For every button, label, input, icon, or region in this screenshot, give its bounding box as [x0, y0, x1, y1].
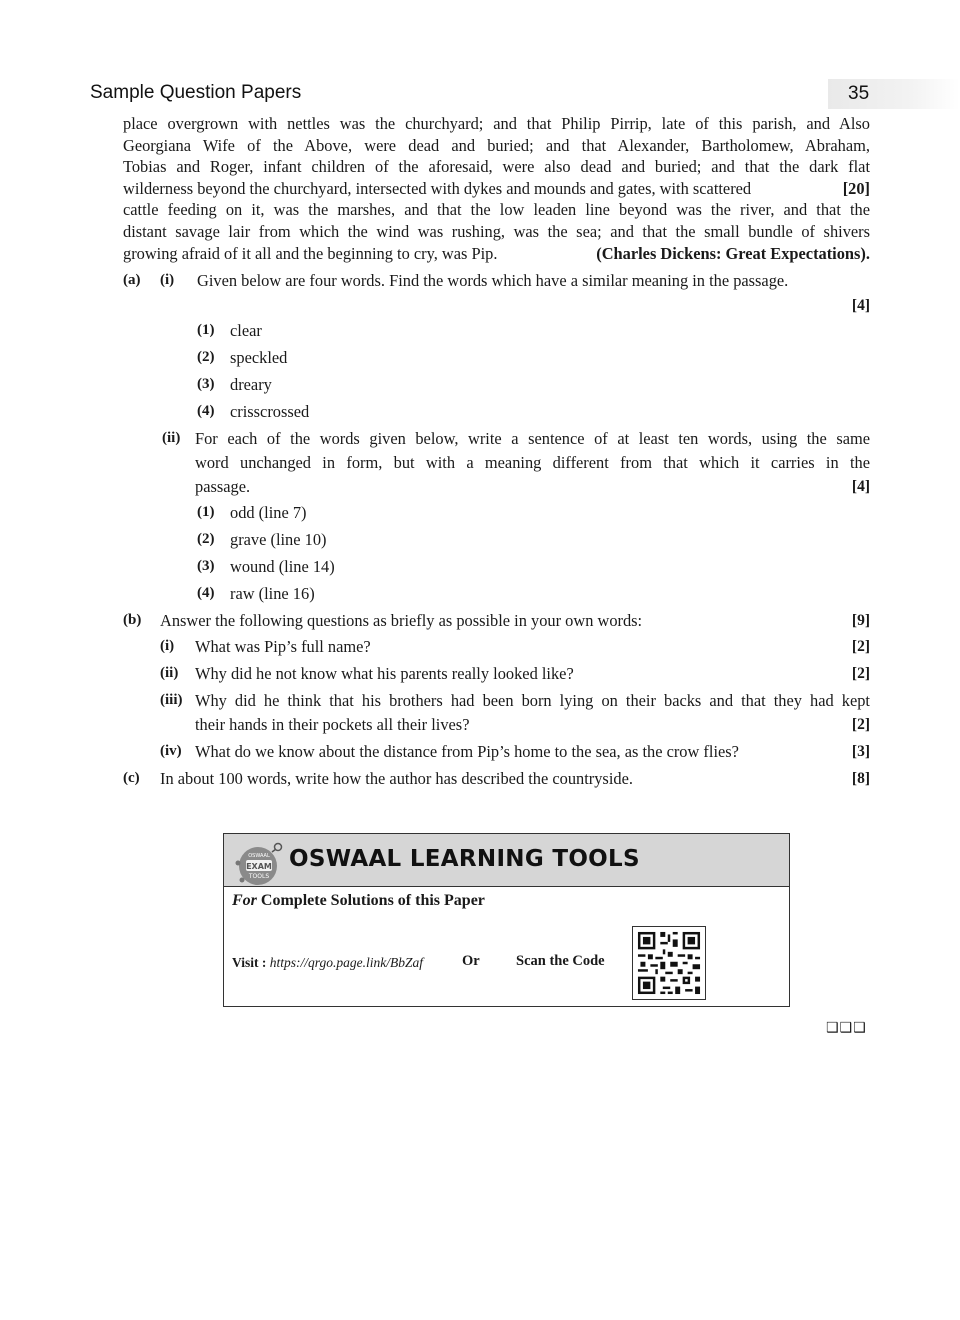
list-item-word: dreary — [230, 375, 272, 394]
question-line — [195, 476, 870, 500]
question-c-marks: [8] — [851, 770, 870, 787]
question-a-label: (a) — [123, 272, 141, 288]
passage-line: distant savage lair from which the wind was rushing, was the sea; and that the small bundle of shivers — [123, 221, 870, 241]
question-b-text: Answer the following questions as briefly as possible in your own words: — [160, 611, 643, 630]
passage-marks: [20] — [842, 178, 870, 198]
oswaal-exam-tools-logo — [230, 840, 288, 886]
page-number-box — [828, 79, 960, 109]
question-a-ii-label: (ii) — [162, 430, 181, 446]
page-number: 35 — [848, 83, 870, 104]
question-b-item-marks: [3] — [851, 743, 870, 760]
question-a-i-label: (i) — [160, 272, 175, 288]
scan-code-text: Scan the Code — [516, 953, 605, 969]
question-b-item-text: Why did he not know what his parents really looked like? — [195, 664, 574, 683]
list-item-num: (1) — [197, 504, 215, 520]
question-b-label: (b) — [123, 612, 142, 628]
list-item-word: wound (line 14) — [230, 557, 335, 576]
question-b-marks: [9] — [851, 612, 870, 629]
passage-line — [123, 178, 870, 200]
question-b-item-num: (iii) — [160, 692, 183, 708]
question-b-item-text: What was Pip’s full name? — [195, 637, 371, 656]
question-b-item-num: (iv) — [160, 743, 182, 759]
question-line: word unchanged in form, but with a meaning different from that which it carries in the — [195, 453, 870, 472]
question-a-ii-text — [195, 428, 870, 500]
question-line: Why did he think that his brothers had been born lying on their backs and that they had kept — [195, 691, 870, 710]
list-item-num: (3) — [197, 376, 215, 392]
list-item-word: clear — [230, 321, 262, 340]
header-title: Sample Question Papers — [90, 82, 302, 103]
question-line-text: their hands in their pockets all their lives? — [195, 715, 470, 734]
subtitle-rest: Complete Solutions of this Paper — [256, 892, 485, 909]
list-item-word: grave (line 10) — [230, 530, 327, 549]
list-item-num: (2) — [197, 349, 215, 365]
question-line — [195, 714, 870, 738]
passage-line-text: wilderness beyond the churchyard, intersected with dykes and mounds and gates, with scattered — [123, 178, 752, 198]
subtitle-italic: For — [232, 892, 257, 909]
visit-label: Visit : — [232, 955, 270, 970]
or-text: Or — [462, 953, 480, 969]
passage-line: place overgrown with nettles was the churchyard; and that Philip Pirrip, late of this parish, and Also — [123, 114, 870, 133]
question-b-item-text: What do we know about the distance from Pip’s home to the sea, as the crow flies? — [195, 742, 739, 761]
list-item-word: odd (line 7) — [230, 503, 307, 522]
list-item-num: (1) — [197, 322, 215, 338]
question-c-label: (c) — [123, 770, 140, 786]
passage-line: cattle feeding on it, was the marshes, and that the low leaden line beyond was the river, and that the — [123, 200, 870, 220]
qr-code[interactable] — [632, 926, 706, 1000]
question-b-item-num: (ii) — [160, 665, 179, 681]
visit-url-link[interactable]: https://qrgo.page.link/BbZaf — [269, 955, 423, 970]
logo-text-bot: TOOLS — [248, 873, 270, 880]
question-b-item-marks: [2] — [851, 716, 870, 733]
question-line-text: passage. — [195, 477, 251, 496]
learning-tools-subtitle — [232, 892, 485, 910]
list-item-word: speckled — [230, 348, 288, 367]
logo-text-top: OSWAAL — [248, 853, 270, 859]
logo-text-mid: EXAM — [246, 862, 272, 871]
question-a-i-marks: [4] — [851, 297, 870, 314]
passage-last-text: growing afraid of it all and the beginning to cry, was Pip. — [123, 243, 498, 263]
passage-line — [123, 243, 870, 265]
passage-line: Georgiana Wife of the Above, were dead and buried; and that Alexander, Bartholomew, Abraham, — [123, 135, 870, 155]
list-item-word: crisscrossed — [230, 402, 310, 421]
learning-tools-box — [223, 833, 790, 1007]
question-a-ii-marks: [4] — [851, 478, 870, 495]
list-item-num: (4) — [197, 403, 215, 419]
question-b-item-num: (i) — [160, 638, 175, 654]
question-b-item-marks: [2] — [851, 665, 870, 682]
question-line: For each of the words given below, write a sentence of at least ten words, using the same — [195, 429, 870, 448]
question-a-i-text: Given below are four words. Find the words which have a similar meaning in the passage. — [197, 271, 789, 290]
passage-line: Tobias and Roger, infant children of the aforesaid, were also dead and buried; and that the dark flat — [123, 157, 870, 177]
list-item-num: (3) — [197, 558, 215, 574]
learning-tools-title: OSWAAL LEARNING TOOLS — [289, 846, 640, 872]
list-item-word: raw (line 16) — [230, 584, 315, 603]
list-item-num: (4) — [197, 585, 215, 601]
passage — [123, 113, 870, 264]
end-of-paper-marker: ❑❑❑ — [826, 1020, 867, 1036]
question-b-item-marks: [2] — [851, 638, 870, 655]
question-b-item-text — [195, 690, 870, 738]
passage-source: (Charles Dickens: Great Expectations). — [596, 243, 870, 263]
question-c-text: In about 100 words, write how the author has described the countryside. — [160, 769, 633, 788]
visit-line — [232, 955, 423, 971]
learning-tools-header — [224, 834, 789, 887]
list-item-num: (2) — [197, 531, 215, 547]
